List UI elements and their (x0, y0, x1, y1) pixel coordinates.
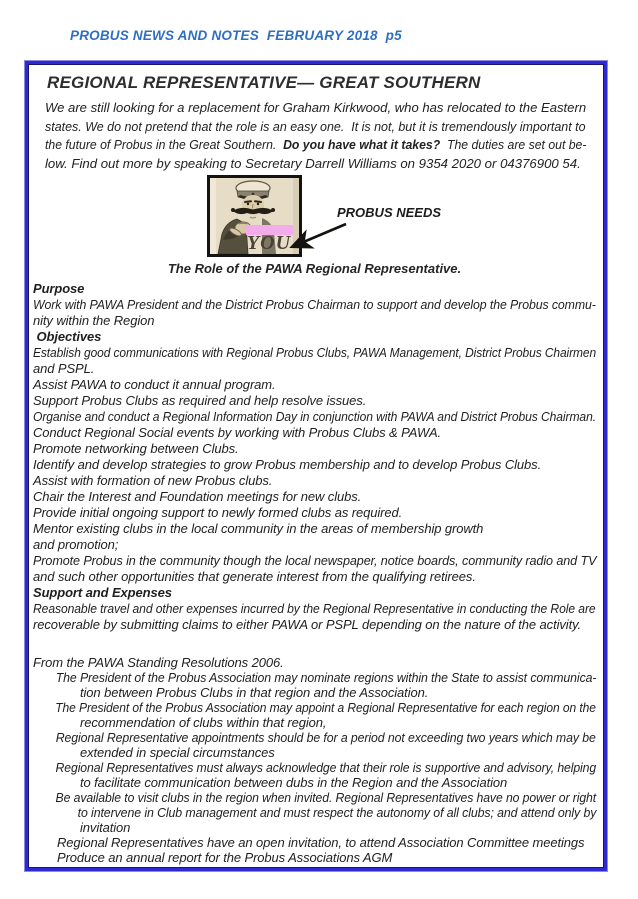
body-line: recoverable by submitting claims to either PAWA or PSPL depending on the nature of the activity. (33, 617, 582, 632)
recruitment-poster-image (207, 175, 302, 257)
resolution-line: Regional Representatives have an open invitation, to attend Association Committee meetings (57, 835, 585, 850)
poster-figure (33, 175, 596, 259)
resolution-line: tion between Probus Clubs in that region and the Association. (80, 685, 429, 700)
body-line: nity within the Region (33, 313, 155, 328)
intro-paragraph (45, 99, 586, 173)
resolution-line: Regional Representative appointments should be for a period not exceeding two years which may be (55, 730, 596, 745)
intro-question-bold: Do you have what it takes? (283, 137, 441, 152)
resolution-line: extended in special circumstances (80, 745, 275, 760)
body-line: Assist with formation of new Probus clubs. (33, 473, 273, 488)
resolution-line: Be available to visit clubs in the region when invited. Regional Representatives have no power or right (55, 790, 597, 805)
intro-line: states. We do not pretend that the role is an easy one. It is not, but it is tremendously important to (45, 118, 586, 134)
poster-caption: The Role of the PAWA Regional Representative. (167, 261, 462, 276)
body-line: Promote Probus in the community though the local newspaper, notice boards, community radio and TV (33, 553, 597, 568)
article-body (33, 281, 596, 865)
resolution-line: to facilitate communication between dubs in the Region and the Association (80, 775, 508, 790)
resolution-line: Produce an annual report for the Probus Associations AGM (57, 850, 393, 865)
body-line: and PSPL. (33, 361, 95, 376)
body-line: Reasonable travel and other expenses incurred by the Regional Representative in conducting the Role are (33, 601, 596, 616)
body-line: Organise and conduct a Regional Information Day in conjunction with PAWA and District Probus Chairman. (33, 409, 596, 424)
body-line: Mentor existing clubs in the local community in the areas of membership growth (33, 521, 484, 536)
resolution-line: Regional Representatives must always acknowledge that their role is supportive and advisory, helping (55, 760, 597, 775)
body-line: Identify and develop strategies to grow Probus membership and to develop Probus Clubs. (33, 457, 542, 472)
body-line: Work with PAWA President and the District Probus Chairman to support and develop the Probus commu- (33, 297, 596, 312)
probus-needs-label: PROBUS NEEDS (337, 205, 442, 220)
intro-line (45, 136, 587, 155)
intro-line: low. Find out more by speaking to Secretary Darrell Williams on 9354 2020 or 04376900 54. (45, 155, 581, 171)
annotation-arrow (33, 175, 596, 259)
resolution-line: recommendation of clubs within that region, (80, 715, 327, 730)
resolution-line: The President of the Probus Association may appoint a Regional Representative for each region on the (55, 700, 596, 715)
body-line: Support Probus Clubs as required and help resolve issues. (33, 393, 367, 408)
section-heading-purpose: Purpose (33, 281, 85, 296)
resolution-line: The President of the Probus Association may nominate regions within the State to assist communica- (55, 670, 597, 685)
intro-line: We are still looking for a replacement for Graham Kirkwood, who has relocated to the Eastern (45, 100, 587, 115)
section-heading-support-expenses: Support and Expenses (33, 585, 172, 600)
section-heading-objectives: Objectives (33, 329, 102, 344)
body-line: Establish good communications with Regional Probus Clubs, PAWA Management, District Probus Chairmen (33, 345, 597, 360)
intro-text: the future of Probus in the Great Southern. (45, 137, 284, 152)
kitchener-poster-drawing (210, 178, 299, 254)
body-line: Conduct Regional Social events by working with Probus Clubs & PAWA. (33, 425, 442, 440)
body-line: and such other opportunities that generate interest from the qualifying retirees. (33, 569, 476, 584)
resolution-line: to intervene in Club management and must respect the autonomy of all clubs; and attend only by (77, 805, 597, 820)
intro-text: The duties are set out be- (440, 137, 587, 152)
resolutions-intro-line: From the PAWA Standing Resolutions 2006. (33, 655, 284, 670)
paragraph-gap (33, 633, 596, 655)
page-header-title: PROBUS NEWS AND NOTES FEBRUARY 2018 p5 (70, 28, 402, 43)
body-line: Chair the Interest and Foundation meetings for new clubs. (33, 489, 362, 504)
poster-you-text: YOU (246, 232, 292, 254)
article-title: REGIONAL REPRESENTATIVE— GREAT SOUTHERN (47, 73, 481, 92)
article-box (25, 61, 607, 871)
body-line: Assist PAWA to conduct it annual program. (33, 377, 276, 392)
resolution-line: invitation (80, 820, 131, 835)
body-line: and promotion; (33, 537, 119, 552)
body-line: Promote networking between Clubs. (33, 441, 239, 456)
body-line: Provide initial ongoing support to newly formed clubs as required. (33, 505, 403, 520)
